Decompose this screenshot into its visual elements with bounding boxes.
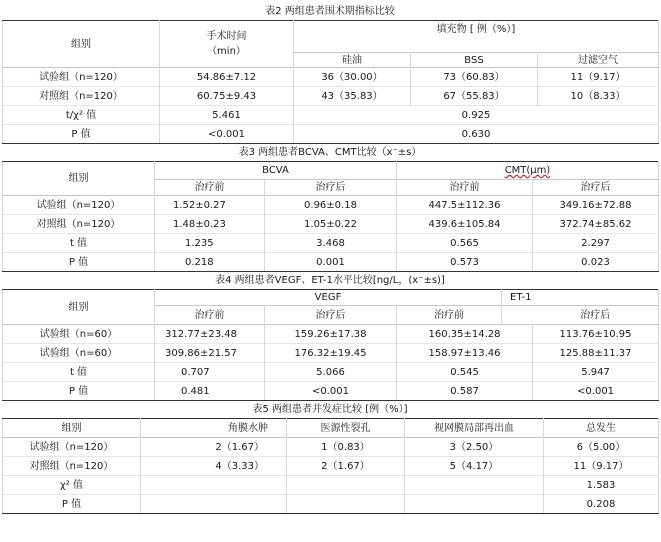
table4-header-row xyxy=(3,290,659,306)
table3-header-row xyxy=(3,162,659,180)
cell-total: 11（9.17） xyxy=(544,457,659,476)
row-label: t/χ² 值 xyxy=(3,106,160,125)
table2-header-bss: BSS xyxy=(411,53,538,68)
header-after: 治疗后 xyxy=(533,180,659,196)
header-after: 治疗后 xyxy=(265,180,397,196)
table5 xyxy=(2,418,659,514)
cell-cmt-before: 0.565 xyxy=(397,234,533,253)
header-before: 治疗前 xyxy=(155,306,265,325)
table-row xyxy=(3,125,659,144)
row-label: t 值 xyxy=(3,363,155,382)
table5-header-row xyxy=(3,419,659,438)
cell-vegf-after: 159.26±17.38 xyxy=(265,325,397,344)
cell-edema: 2（1.67） xyxy=(141,438,287,457)
table-row xyxy=(3,68,659,87)
table5-header-group: 组别 xyxy=(3,419,141,438)
table2-header-silicone: 硅油 xyxy=(294,53,411,68)
table5-header-total: 总发生 xyxy=(544,419,659,438)
row-label: 试验组（n=120） xyxy=(3,68,160,87)
header-spacer xyxy=(502,306,533,325)
cell-cmt-after: 349.16±72.88 xyxy=(533,196,659,215)
table2-header-time-unit: （min） xyxy=(207,46,246,57)
row-label: t 值 xyxy=(3,234,155,253)
row-label: 对照组（n=120） xyxy=(3,457,141,476)
cell-et1-before: 0.587 xyxy=(397,382,533,401)
cell-hole xyxy=(287,495,405,514)
cell-et1-after: 113.76±10.95 xyxy=(533,325,659,344)
cell-cmt-after: 2.297 xyxy=(533,234,659,253)
cell-et1-before: 0.545 xyxy=(397,363,533,382)
table3-header-group: 组别 xyxy=(3,162,155,196)
cell-fill: 0.630 xyxy=(294,125,659,144)
table4-header-group: 组别 xyxy=(3,290,155,325)
row-label: 试验组（n=60） xyxy=(3,325,155,344)
header-before: 治疗前 xyxy=(155,180,265,196)
row-label: P 值 xyxy=(3,382,155,401)
table4-header-et1: ET-1 xyxy=(502,290,659,306)
table-row xyxy=(3,476,659,495)
table2-header-group: 组别 xyxy=(3,21,160,68)
cell-vegf-before: 312.77±23.48 xyxy=(155,325,265,344)
cell-cmt-after: 0.023 xyxy=(533,253,659,272)
row-label: 试验组（n=60） xyxy=(3,344,155,363)
table-row xyxy=(3,196,659,215)
cell-cmt-before: 0.573 xyxy=(397,253,533,272)
row-label: P 值 xyxy=(3,495,141,514)
cell-vegf-after: 176.32±19.45 xyxy=(265,344,397,363)
cell-bcva-after: 0.001 xyxy=(265,253,397,272)
cell-total: 0.208 xyxy=(544,495,659,514)
table4-caption-text: 表4 两组患者VEGF、ET-1水平比较[ng/L，(x⁻±s)] xyxy=(215,275,445,286)
cell-et1-before: 160.35±14.28 xyxy=(397,325,533,344)
cell-cmt-before: 439.6±105.84 xyxy=(397,215,533,234)
table-row xyxy=(3,253,659,272)
table-row xyxy=(3,363,659,382)
row-label: 试验组（n=120） xyxy=(3,438,141,457)
cell-time: 54.86±7.12 xyxy=(160,68,294,87)
cell-vegf-after: 5.066 xyxy=(265,363,397,382)
cell-total: 1.583 xyxy=(544,476,659,495)
cell-bcva-before: 1.52±0.27 xyxy=(155,196,265,215)
table-row xyxy=(3,215,659,234)
cell-bcva-before: 1.235 xyxy=(155,234,265,253)
cell-silicone: 36（30.00） xyxy=(294,68,411,87)
table2-header-time xyxy=(160,21,294,68)
cell-hole: 1（0.83） xyxy=(287,438,405,457)
cell-hole: 2（1.67） xyxy=(287,457,405,476)
cell-bcva-before: 1.48±0.23 xyxy=(155,215,265,234)
cell-time: 60.75±9.43 xyxy=(160,87,294,106)
row-label: 对照组（n=120） xyxy=(3,215,155,234)
cell-vegf-after: <0.001 xyxy=(265,382,397,401)
cell-time: <0.001 xyxy=(160,125,294,144)
row-label: 试验组（n=120） xyxy=(3,196,155,215)
table2-caption: 表2 两组患者围术期指标比较 xyxy=(265,6,395,17)
cell-et1-after: 125.88±11.37 xyxy=(533,344,659,363)
table3-header-bcva: BCVA xyxy=(155,162,397,180)
table-row xyxy=(3,382,659,401)
cell-bcva-after: 3.468 xyxy=(265,234,397,253)
cell-edema: 4（3.33） xyxy=(141,457,287,476)
table3-caption: 表3 两组患者BCVA、CMT比较（x⁻±s） xyxy=(238,147,422,158)
table-row xyxy=(3,234,659,253)
table-row xyxy=(3,87,659,106)
header-after: 治疗后 xyxy=(533,306,659,325)
table2 xyxy=(2,20,659,144)
cell-bss: 67（55.83） xyxy=(411,87,538,106)
table-row xyxy=(3,438,659,457)
cell-air: 10（8.33） xyxy=(538,87,659,106)
cell-vegf-before: 0.707 xyxy=(155,363,265,382)
cell-vegf-before: 0.481 xyxy=(155,382,265,401)
cell-time: 5.461 xyxy=(160,106,294,125)
row-label: P 值 xyxy=(3,125,160,144)
header-before: 治疗前 xyxy=(397,180,533,196)
table5-header-hole: 医源性裂孔 xyxy=(287,419,405,438)
header-after: 治疗后 xyxy=(265,306,397,325)
cell-bcva-after: 0.96±0.18 xyxy=(265,196,397,215)
table4 xyxy=(2,289,659,401)
cell-bcva-after: 1.05±0.22 xyxy=(265,215,397,234)
cell-et1-after: <0.001 xyxy=(533,382,659,401)
table4-header-vegf: VEGF xyxy=(155,290,502,306)
cell-vegf-before: 309.86±21.57 xyxy=(155,344,265,363)
row-label: χ² 值 xyxy=(3,476,141,495)
cell-et1-before: 158.97±13.46 xyxy=(397,344,533,363)
cell-silicone: 43（35.83） xyxy=(294,87,411,106)
cell-air: 11（9.17） xyxy=(538,68,659,87)
table3-header-cmt xyxy=(397,162,659,180)
table3 xyxy=(2,161,659,272)
header-before: 治疗前 xyxy=(397,306,502,325)
cell-cmt-after: 372.74±85.62 xyxy=(533,215,659,234)
cell-cmt-before: 447.5±112.36 xyxy=(397,196,533,215)
cell-total: 6（5.00） xyxy=(544,438,659,457)
cell-hole xyxy=(287,476,405,495)
cell-bleed: 3（2.50） xyxy=(405,438,544,457)
table5-header-bleed: 视网膜局部再出血 xyxy=(405,419,544,438)
cell-edema xyxy=(141,476,287,495)
cell-bss: 73（60.83） xyxy=(411,68,538,87)
cell-fill: 0.925 xyxy=(294,106,659,125)
cell-et1-after: 5.947 xyxy=(533,363,659,382)
table-row xyxy=(3,457,659,476)
table-row xyxy=(3,344,659,363)
table-row xyxy=(3,106,659,125)
row-label: P 值 xyxy=(3,253,155,272)
table2-header-fill: 填充物 [ 例（%）] xyxy=(294,21,659,53)
table2-header-air: 过滤空气 xyxy=(538,53,659,68)
cell-edema xyxy=(141,495,287,514)
table5-header-edema: 角膜水肿 xyxy=(141,419,287,438)
table5-caption: 表5 两组患者并发症比较 [例（%）] xyxy=(252,404,408,415)
table-row xyxy=(3,495,659,514)
table2-header-time-label: 手术时间 xyxy=(206,31,247,42)
cell-bcva-before: 0.218 xyxy=(155,253,265,272)
cell-bleed xyxy=(405,476,544,495)
document-page xyxy=(2,3,658,514)
cell-bleed: 5（4.17） xyxy=(405,457,544,476)
table-row xyxy=(3,325,659,344)
cell-bleed xyxy=(405,495,544,514)
table2-header-row xyxy=(3,21,659,53)
table4-caption xyxy=(2,272,658,289)
table3-header-cmt-label: CMT(μm) xyxy=(504,165,551,176)
row-label: 对照组（n=120） xyxy=(3,87,160,106)
